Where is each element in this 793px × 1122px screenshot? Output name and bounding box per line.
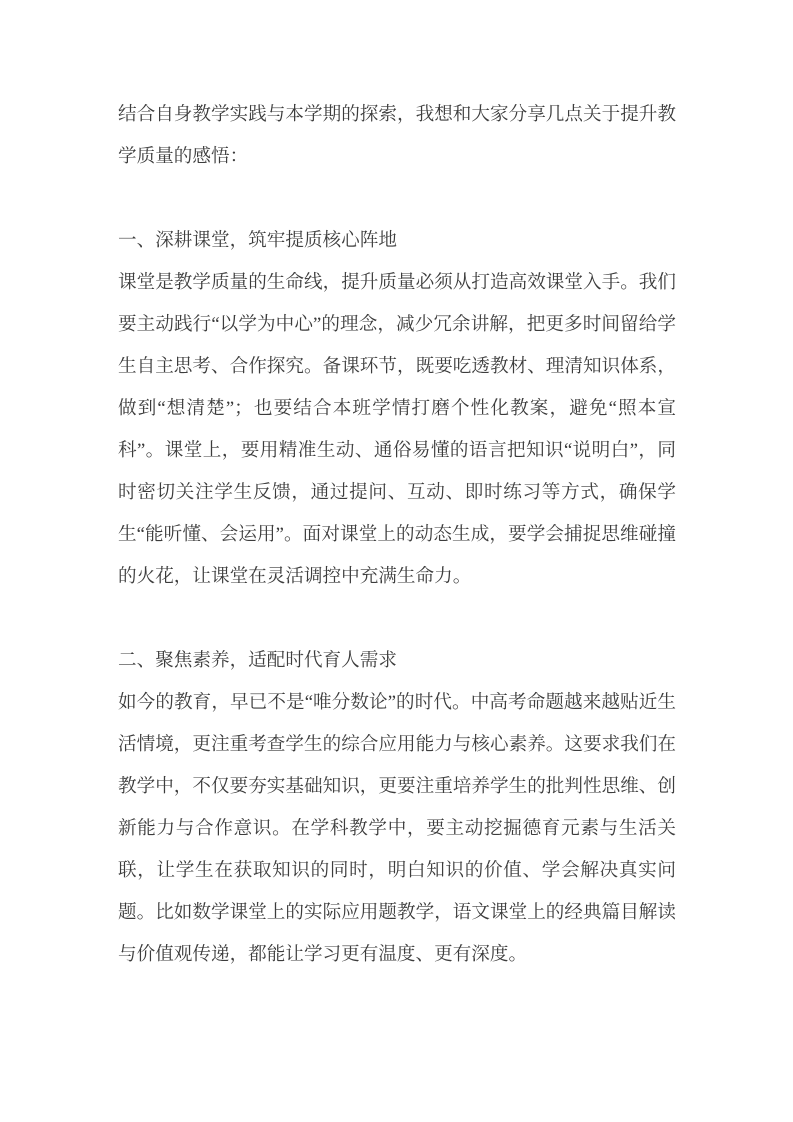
section-2-body: 如今的教育，早已不是“唯分数论”的时代。中高考命题越来越贴近生活情境，更注重考查学生的综合应用能力与核心素养。这要求我们在教学中，不仅要夯实基础知识，更要注重培养学生的批判性思维、创新能力与合作意识。在学科教学中，要主动挖掘德育元素与生活关联，让学生在获取知识的同时，明白知识的价值、学会解决真实问题。比如数学课堂上的实际应用题教学，语文课堂上的经典篇目解读与价值观传递，都能让学习更有温度、更有深度。: [118, 692, 676, 965]
section-1-body: 课堂是教学质量的生命线，提升质量必须从打造高效课堂入手。我们要主动践行“以学为中心”的理念，减少冗余讲解，把更多时间留给学生自主思考、合作探究。备课环节，既要吃透教材、理清知识体系，做到“想清楚”；也要结合本班学情打磨个性化教案，避免“照本宣科”。课堂上，要用精准生动、通俗易懂的语言把知识“说明白”，同时密切关注学生反馈，通过提问、互动、即时练习等方式，确保学生“能听懂、会运用”。面对课堂上的动态生成，要学会捕捉思维碰撞的火花，让课堂在灵活调控中充满生命力。: [118, 272, 676, 587]
section-2-heading: 二、聚焦素养，适配时代育人需求: [118, 650, 397, 671]
intro-paragraph: 结合自身教学实践与本学期的探索，我想和大家分享几点关于提升教学质量的感悟：: [118, 104, 676, 167]
section-1-heading: 一、深耕课堂，筑牢提质核心阵地: [118, 230, 397, 251]
